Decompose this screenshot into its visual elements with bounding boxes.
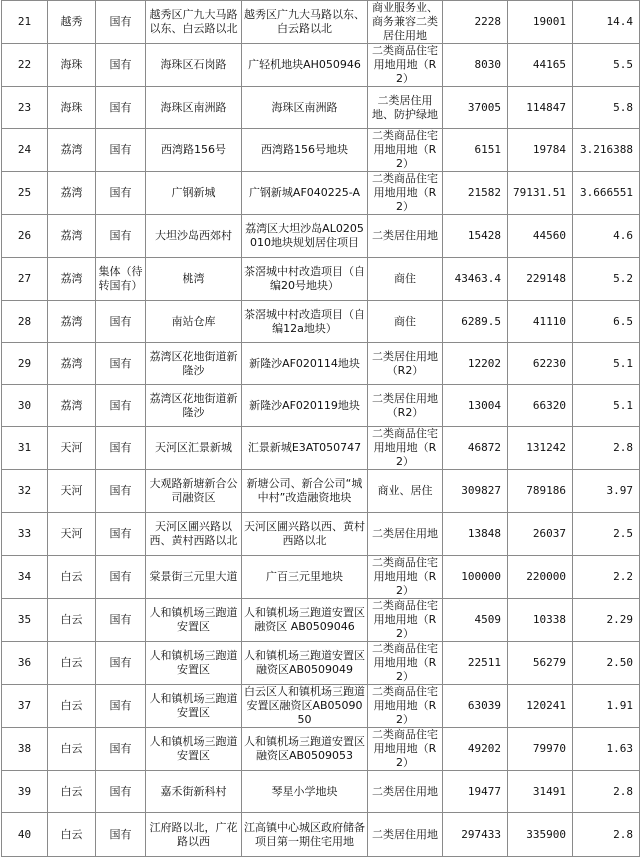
building-area-cell: 56279 — [508, 642, 573, 685]
location-cell: 人和镇机场三跑道安置区 — [146, 728, 242, 771]
district-cell: 天河 — [48, 513, 96, 556]
district-cell: 越秀 — [48, 1, 96, 44]
plot-ratio-cell: 1.63 — [573, 728, 640, 771]
district-cell: 海珠 — [48, 44, 96, 87]
land-use-cell: 二类居住用地（R2） — [368, 385, 443, 427]
plot-ratio-cell: 2.8 — [573, 427, 640, 470]
district-cell: 天河 — [48, 470, 96, 513]
plot-name-cell: 江高镇中心城区政府储备项目第一期住宅用地 — [242, 813, 368, 857]
land-area-cell: 100000 — [443, 556, 508, 599]
table-row — [2, 728, 640, 771]
ownership-cell: 国有 — [96, 172, 146, 215]
land-use-cell: 二类商品住宅用地用地（R2） — [368, 556, 443, 599]
row-number-cell: 31 — [2, 427, 48, 470]
plot-ratio-cell: 5.1 — [573, 343, 640, 385]
district-cell: 荔湾 — [48, 385, 96, 427]
land-area-cell: 8030 — [443, 44, 508, 87]
building-area-cell: 79970 — [508, 728, 573, 771]
land-use-cell: 二类居住用地 — [368, 215, 443, 258]
plot-name-cell: 广钢新城AF040225-A — [242, 172, 368, 215]
ownership-cell: 国有 — [96, 642, 146, 685]
row-number-cell: 23 — [2, 87, 48, 129]
row-number-cell: 40 — [2, 813, 48, 857]
land-area-cell: 6289.5 — [443, 301, 508, 343]
plot-name-cell: 越秀区广九大马路以东、白云路以北 — [242, 1, 368, 44]
table-row — [2, 427, 640, 470]
district-cell: 荔湾 — [48, 301, 96, 343]
land-area-cell: 43463.4 — [443, 258, 508, 301]
land-use-cell: 二类居住用地 — [368, 771, 443, 813]
land-use-cell: 商住 — [368, 258, 443, 301]
district-cell: 白云 — [48, 599, 96, 642]
row-number-cell: 37 — [2, 685, 48, 728]
land-area-cell: 63039 — [443, 685, 508, 728]
plot-ratio-cell: 5.8 — [573, 87, 640, 129]
land-use-cell: 二类商品住宅用地用地（R2） — [368, 728, 443, 771]
table-row — [2, 642, 640, 685]
plot-ratio-cell: 2.50 — [573, 642, 640, 685]
plot-ratio-cell: 2.29 — [573, 599, 640, 642]
district-cell: 荔湾 — [48, 172, 96, 215]
row-number-cell: 32 — [2, 470, 48, 513]
building-area-cell: 62230 — [508, 343, 573, 385]
row-number-cell: 34 — [2, 556, 48, 599]
row-number-cell: 28 — [2, 301, 48, 343]
ownership-cell: 国有 — [96, 599, 146, 642]
row-number-cell: 21 — [2, 1, 48, 44]
plot-ratio-cell: 4.6 — [573, 215, 640, 258]
location-cell: 大坦沙岛西郊村 — [146, 215, 242, 258]
table-row — [2, 1, 640, 44]
plot-ratio-cell: 2.8 — [573, 771, 640, 813]
row-number-cell: 30 — [2, 385, 48, 427]
plot-name-cell: 天河区圃兴路以西、黄村西路以北 — [242, 513, 368, 556]
ownership-cell: 国有 — [96, 87, 146, 129]
land-use-cell: 二类商品住宅用地用地（R2） — [368, 599, 443, 642]
land-area-cell: 15428 — [443, 215, 508, 258]
land-use-cell: 二类商品住宅用地用地（R2） — [368, 685, 443, 728]
ownership-cell: 国有 — [96, 728, 146, 771]
location-cell: 西湾路156号 — [146, 129, 242, 172]
district-cell: 荔湾 — [48, 343, 96, 385]
table-body — [2, 1, 640, 857]
land-area-cell: 46872 — [443, 427, 508, 470]
table-row — [2, 301, 640, 343]
row-number-cell: 33 — [2, 513, 48, 556]
building-area-cell: 66320 — [508, 385, 573, 427]
row-number-cell: 38 — [2, 728, 48, 771]
building-area-cell: 41110 — [508, 301, 573, 343]
building-area-cell: 44560 — [508, 215, 573, 258]
table-row — [2, 556, 640, 599]
land-area-cell: 297433 — [443, 813, 508, 857]
building-area-cell: 19784 — [508, 129, 573, 172]
ownership-cell: 国有 — [96, 44, 146, 87]
plot-name-cell: 荔湾区大坦沙岛AL0205010地块规划居住项目 — [242, 215, 368, 258]
land-parcel-table — [1, 0, 640, 857]
row-number-cell: 24 — [2, 129, 48, 172]
location-cell: 棠景街三元里大道 — [146, 556, 242, 599]
land-area-cell: 6151 — [443, 129, 508, 172]
table-row — [2, 343, 640, 385]
location-cell: 桃湾 — [146, 258, 242, 301]
location-cell: 人和镇机场三跑道安置区 — [146, 599, 242, 642]
plot-ratio-cell: 5.2 — [573, 258, 640, 301]
ownership-cell: 国有 — [96, 771, 146, 813]
plot-name-cell: 人和镇机场三跑道安置区融资区AB0509053 — [242, 728, 368, 771]
location-cell: 人和镇机场三跑道安置区 — [146, 685, 242, 728]
plot-name-cell: 茶滘城中村改造项目（自编12a地块） — [242, 301, 368, 343]
district-cell: 白云 — [48, 813, 96, 857]
table-row — [2, 685, 640, 728]
ownership-cell: 国有 — [96, 427, 146, 470]
district-cell: 荔湾 — [48, 129, 96, 172]
land-area-cell: 4509 — [443, 599, 508, 642]
plot-name-cell: 海珠区南洲路 — [242, 87, 368, 129]
table-row — [2, 599, 640, 642]
district-cell: 荔湾 — [48, 215, 96, 258]
land-use-cell: 二类商品住宅用地用地（R2） — [368, 427, 443, 470]
plot-name-cell: 西湾路156号地块 — [242, 129, 368, 172]
table-row — [2, 470, 640, 513]
building-area-cell: 10338 — [508, 599, 573, 642]
row-number-cell: 25 — [2, 172, 48, 215]
plot-name-cell: 白云区人和镇机场三跑道安置区融资区AB0509050 — [242, 685, 368, 728]
row-number-cell: 39 — [2, 771, 48, 813]
district-cell: 白云 — [48, 642, 96, 685]
table-row — [2, 44, 640, 87]
plot-ratio-cell: 14.4 — [573, 1, 640, 44]
land-use-cell: 二类居住用地（R2） — [368, 343, 443, 385]
plot-ratio-cell: 3.666551 — [573, 172, 640, 215]
land-area-cell: 2228 — [443, 1, 508, 44]
location-cell: 广钢新城 — [146, 172, 242, 215]
land-area-cell: 12202 — [443, 343, 508, 385]
table-row — [2, 258, 640, 301]
location-cell: 天河区汇景新城 — [146, 427, 242, 470]
land-use-cell: 二类居住用地 — [368, 813, 443, 857]
district-cell: 海珠 — [48, 87, 96, 129]
location-cell: 南站仓库 — [146, 301, 242, 343]
land-area-cell: 21582 — [443, 172, 508, 215]
ownership-cell: 国有 — [96, 513, 146, 556]
row-number-cell: 22 — [2, 44, 48, 87]
plot-ratio-cell: 2.5 — [573, 513, 640, 556]
table-row — [2, 215, 640, 258]
plot-ratio-cell: 2.8 — [573, 813, 640, 857]
land-area-cell: 309827 — [443, 470, 508, 513]
row-number-cell: 29 — [2, 343, 48, 385]
table-row — [2, 129, 640, 172]
table-row — [2, 385, 640, 427]
location-cell: 江府路以北，广花路以西 — [146, 813, 242, 857]
location-cell: 大观路新塘新合公司融资区 — [146, 470, 242, 513]
district-cell: 荔湾 — [48, 258, 96, 301]
ownership-cell: 国有 — [96, 343, 146, 385]
row-number-cell: 27 — [2, 258, 48, 301]
location-cell: 荔湾区花地街道新隆沙 — [146, 343, 242, 385]
table-row — [2, 813, 640, 857]
land-use-cell: 二类商品住宅用地用地（R2） — [368, 129, 443, 172]
ownership-cell: 国有 — [96, 470, 146, 513]
district-cell: 白云 — [48, 728, 96, 771]
building-area-cell: 31491 — [508, 771, 573, 813]
building-area-cell: 220000 — [508, 556, 573, 599]
district-cell: 白云 — [48, 685, 96, 728]
location-cell: 海珠区南洲路 — [146, 87, 242, 129]
land-area-cell: 22511 — [443, 642, 508, 685]
plot-name-cell: 广轻机地块AH050946 — [242, 44, 368, 87]
land-area-cell: 37005 — [443, 87, 508, 129]
land-use-cell: 二类居住用地、防护绿地 — [368, 87, 443, 129]
plot-ratio-cell: 2.2 — [573, 556, 640, 599]
land-area-cell: 13848 — [443, 513, 508, 556]
district-cell: 白云 — [48, 771, 96, 813]
location-cell: 越秀区广九大马路以东、白云路以北 — [146, 1, 242, 44]
plot-ratio-cell: 5.1 — [573, 385, 640, 427]
ownership-cell: 国有 — [96, 685, 146, 728]
land-use-cell: 二类商品住宅用地用地（R2） — [368, 642, 443, 685]
location-cell: 海珠区石岗路 — [146, 44, 242, 87]
ownership-cell: 国有 — [96, 385, 146, 427]
ownership-cell: 国有 — [96, 813, 146, 857]
ownership-cell: 集体（待转国有） — [96, 258, 146, 301]
building-area-cell: 229148 — [508, 258, 573, 301]
plot-ratio-cell: 5.5 — [573, 44, 640, 87]
row-number-cell: 26 — [2, 215, 48, 258]
table-row — [2, 513, 640, 556]
district-cell: 白云 — [48, 556, 96, 599]
table-row — [2, 172, 640, 215]
plot-name-cell: 茶滘城中村改造项目（自编20号地块） — [242, 258, 368, 301]
ownership-cell: 国有 — [96, 215, 146, 258]
plot-name-cell: 人和镇机场三跑道安置区融资区AB0509049 — [242, 642, 368, 685]
plot-name-cell: 新塘公司、新合公司“城中村”改造融资地块 — [242, 470, 368, 513]
plot-ratio-cell: 3.97 — [573, 470, 640, 513]
land-use-cell: 商业服务业、商务兼容二类居住用地 — [368, 1, 443, 44]
land-use-cell: 二类居住用地 — [368, 513, 443, 556]
building-area-cell: 79131.51 — [508, 172, 573, 215]
table-row — [2, 87, 640, 129]
plot-ratio-cell: 3.216388 — [573, 129, 640, 172]
location-cell: 天河区圃兴路以西、黄村西路以北 — [146, 513, 242, 556]
plot-ratio-cell: 1.91 — [573, 685, 640, 728]
building-area-cell: 789186 — [508, 470, 573, 513]
plot-name-cell: 新隆沙AF020114地块 — [242, 343, 368, 385]
building-area-cell: 335900 — [508, 813, 573, 857]
building-area-cell: 44165 — [508, 44, 573, 87]
land-area-cell: 13004 — [443, 385, 508, 427]
ownership-cell: 国有 — [96, 556, 146, 599]
land-use-cell: 二类商品住宅用地用地（R2） — [368, 172, 443, 215]
district-cell: 天河 — [48, 427, 96, 470]
plot-name-cell: 琴星小学地块 — [242, 771, 368, 813]
plot-name-cell: 汇景新城E3AT050747 — [242, 427, 368, 470]
building-area-cell: 131242 — [508, 427, 573, 470]
row-number-cell: 36 — [2, 642, 48, 685]
building-area-cell: 114847 — [508, 87, 573, 129]
ownership-cell: 国有 — [96, 1, 146, 44]
building-area-cell: 26037 — [508, 513, 573, 556]
land-area-cell: 49202 — [443, 728, 508, 771]
building-area-cell: 19001 — [508, 1, 573, 44]
plot-name-cell: 新隆沙AF020119地块 — [242, 385, 368, 427]
building-area-cell: 120241 — [508, 685, 573, 728]
land-use-cell: 商业、居住 — [368, 470, 443, 513]
location-cell: 人和镇机场三跑道安置区 — [146, 642, 242, 685]
row-number-cell: 35 — [2, 599, 48, 642]
location-cell: 嘉禾街新科村 — [146, 771, 242, 813]
land-area-cell: 19477 — [443, 771, 508, 813]
location-cell: 荔湾区花地街道新隆沙 — [146, 385, 242, 427]
ownership-cell: 国有 — [96, 129, 146, 172]
plot-ratio-cell: 6.5 — [573, 301, 640, 343]
land-use-cell: 二类商品住宅用地用地（R2） — [368, 44, 443, 87]
table-row — [2, 771, 640, 813]
land-use-cell: 商住 — [368, 301, 443, 343]
ownership-cell: 国有 — [96, 301, 146, 343]
plot-name-cell: 人和镇机场三跑道安置区融资区 AB0509046 — [242, 599, 368, 642]
plot-name-cell: 广百三元里地块 — [242, 556, 368, 599]
